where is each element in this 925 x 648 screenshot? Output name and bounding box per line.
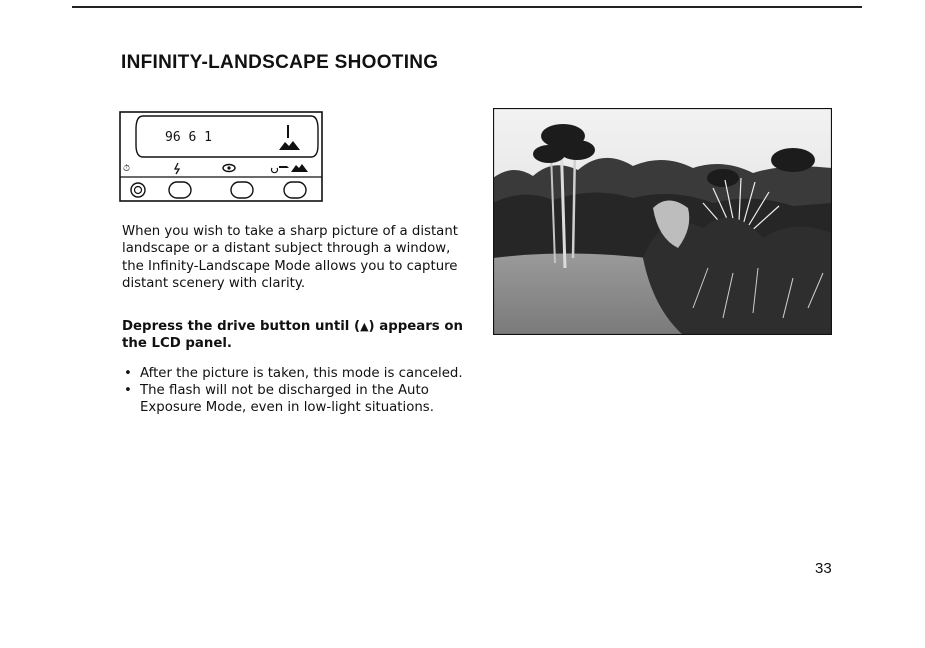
intro-paragraph: When you wish to take a sharp picture of a distant landscape or a distant subject through a window, the Infinity-Landscape Mode allows you to capture distant scenery with clarity.: [122, 224, 458, 291]
instruction-paragraph: [122, 318, 467, 352]
bullet-icon: •: [124, 383, 132, 398]
landscape-photo-graphic: [493, 108, 832, 335]
mountain-landscape-icon: ▲: [360, 320, 369, 333]
lcd-panel-illustration: [119, 111, 324, 203]
note-text: The flash will not be discharged in the Auto Exposure Mode, even in low-light situations.: [140, 383, 434, 415]
camera-lcd-panel-icon: [119, 111, 324, 203]
page-number: 33: [815, 560, 832, 577]
svg-text:⏱: ⏱: [123, 164, 131, 174]
lcd-buttons: [131, 182, 306, 198]
list-item: [122, 365, 467, 382]
instruction-suffix: ) appears on the LCD panel.: [122, 319, 463, 351]
list-item: [122, 382, 467, 416]
tropical-landscape-photo: [493, 108, 832, 335]
lcd-indicator-row: [123, 163, 308, 174]
page-title: INFINITY-LANDSCAPE SHOOTING: [121, 52, 439, 73]
lcd-infinity-landscape-indicator: [279, 125, 300, 150]
bullet-icon: •: [124, 366, 132, 381]
lcd-digits: 96 6 1: [165, 130, 212, 145]
instruction-prefix: Depress the drive button until (: [122, 319, 361, 334]
note-text: After the picture is taken, this mode is canceled.: [140, 366, 463, 381]
notes-list: [122, 365, 467, 416]
top-rule: [72, 6, 862, 8]
